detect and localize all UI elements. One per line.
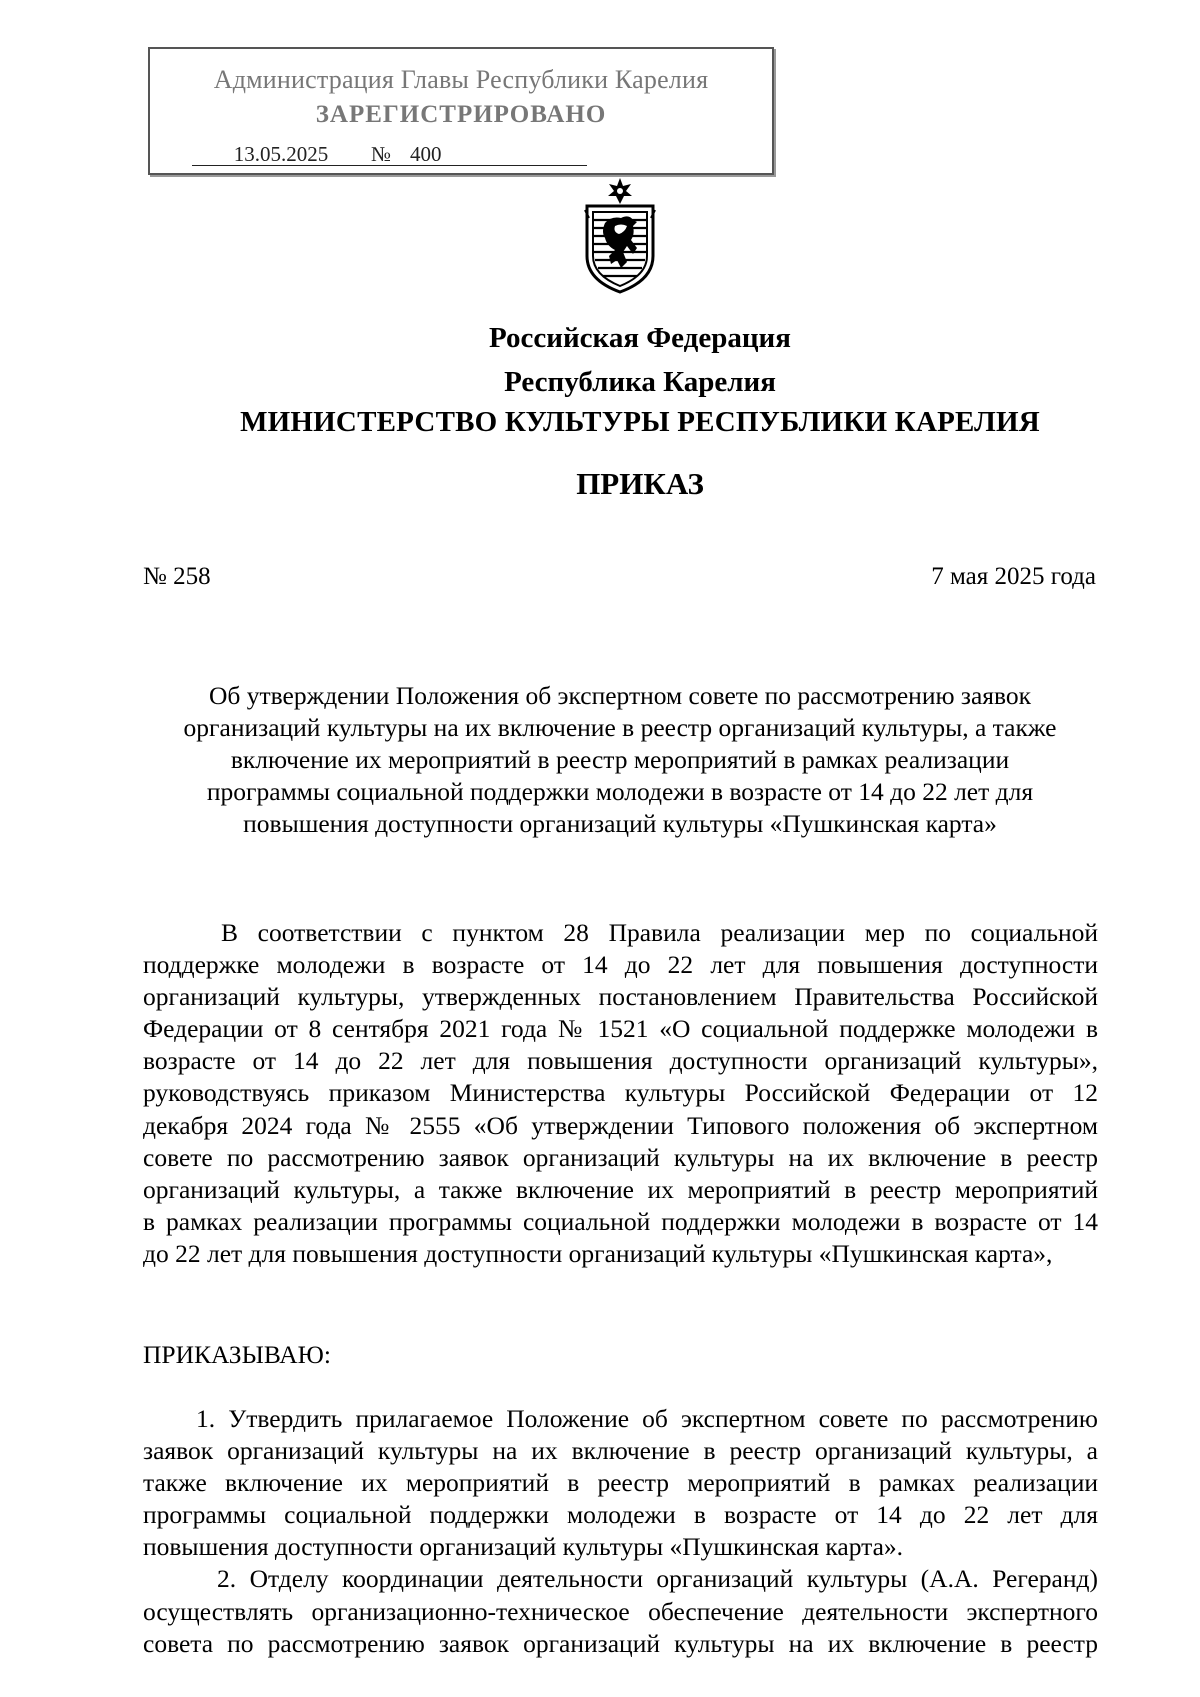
stamp-registration-line	[192, 143, 587, 166]
header-ministry: МИНИСТЕРСТВО КУЛЬТУРЫ РЕСПУБЛИКИ КАРЕЛИЯ	[240, 406, 1040, 438]
preamble-line: в рамках реализации программы социальной поддержки молодежи в возрасте от 14	[143, 1206, 1098, 1236]
preamble-line: руководствуясь приказом Министерства культуры Российской Федерации от 12	[143, 1078, 1098, 1108]
stamp-number-sign: №	[370, 142, 392, 166]
preamble-line: до 22 лет для повышения доступности организаций культуры «Пушкинская карта»,	[143, 1238, 1053, 1268]
karelia-coat-of-arms-icon	[575, 176, 665, 294]
order-number: № 258	[143, 563, 211, 590]
order-items	[143, 1403, 1098, 1660]
preamble-line: В соответствии с пунктом 28 Правила реализации мер по социальной	[221, 918, 1098, 947]
item-line: совета по рассмотрению заявок организаций культуры на их включение в реестр	[143, 1628, 1098, 1658]
subject-line: повышения доступности организаций культуры «Пушкинская карта»	[243, 809, 997, 838]
preamble-line: возрасте от 14 до 22 лет для повышения доступности организаций культуры»,	[143, 1046, 1098, 1076]
preamble-paragraph	[143, 917, 1098, 1270]
registration-stamp	[148, 47, 774, 175]
item-line: 1. Утвердить прилагаемое Положение об экспертном совете по рассмотрению	[196, 1404, 1098, 1433]
item-line: заявок организаций культуры на их включение в реестр организаций культуры, а	[143, 1436, 1098, 1466]
orders-label: ПРИКАЗЫВАЮ:	[143, 1340, 331, 1369]
preamble-line: организаций культуры, а также включение их мероприятий в реестр мероприятий	[143, 1174, 1098, 1204]
item-line: осуществлять организационно-техническое обеспечение деятельности экспертного	[143, 1596, 1098, 1626]
preamble-line: организаций культуры, утвержденных постановлением Правительства Российской	[143, 982, 1098, 1012]
preamble-line: совете по рассмотрению заявок организаций культуры на их включение в реестр	[143, 1142, 1098, 1172]
stamp-authority: Администрация Главы Республики Карелия	[213, 65, 709, 94]
item-line: 2. Отделу координации деятельности организаций культуры (А.А. Регеранд)	[217, 1564, 1098, 1594]
order-date: 7 мая 2025 года	[931, 563, 1096, 590]
preamble-line: поддержке молодежи в возрасте от 14 до 22 лет для повышения доступности	[143, 950, 1098, 980]
item-line: повышения доступности организаций культуры «Пушкинская карта».	[143, 1532, 904, 1562]
subject-line: организаций культуры на их включение в реестр организаций культуры, а также	[183, 713, 1057, 742]
item-line: программы социальной поддержки молодежи в возрасте от 14 до 22 лет для	[143, 1500, 1098, 1530]
stamp-number: 400	[392, 143, 587, 166]
header-country: Российская Федерация	[489, 322, 791, 354]
document-type: ПРИКАЗ	[576, 466, 704, 501]
subject-line: Об утверждении Положения об экспертном совете по рассмотрению заявок	[208, 681, 1032, 710]
stamp-date: 13.05.2025	[192, 143, 370, 166]
subject-line: включение их мероприятий в реестр мероприятий в рамках реализации	[230, 745, 1010, 774]
item-line: также включение их мероприятий в реестр мероприятий в рамках реализации	[143, 1468, 1098, 1498]
order-subject	[140, 680, 1100, 840]
preamble-line: декабря 2024 года № 2555 «Об утверждении Типового положения об экспертном	[143, 1110, 1098, 1140]
stamp-registered: ЗАРЕГИСТРИРОВАНО	[315, 101, 607, 128]
header-republic: Республика Карелия	[504, 366, 776, 398]
preamble-line: Федерации от 8 сентября 2021 года № 1521 «О социальной поддержке молодежи в	[143, 1014, 1098, 1044]
subject-line: программы социальной поддержки молодежи в возрасте от 14 до 22 лет для	[206, 777, 1034, 806]
